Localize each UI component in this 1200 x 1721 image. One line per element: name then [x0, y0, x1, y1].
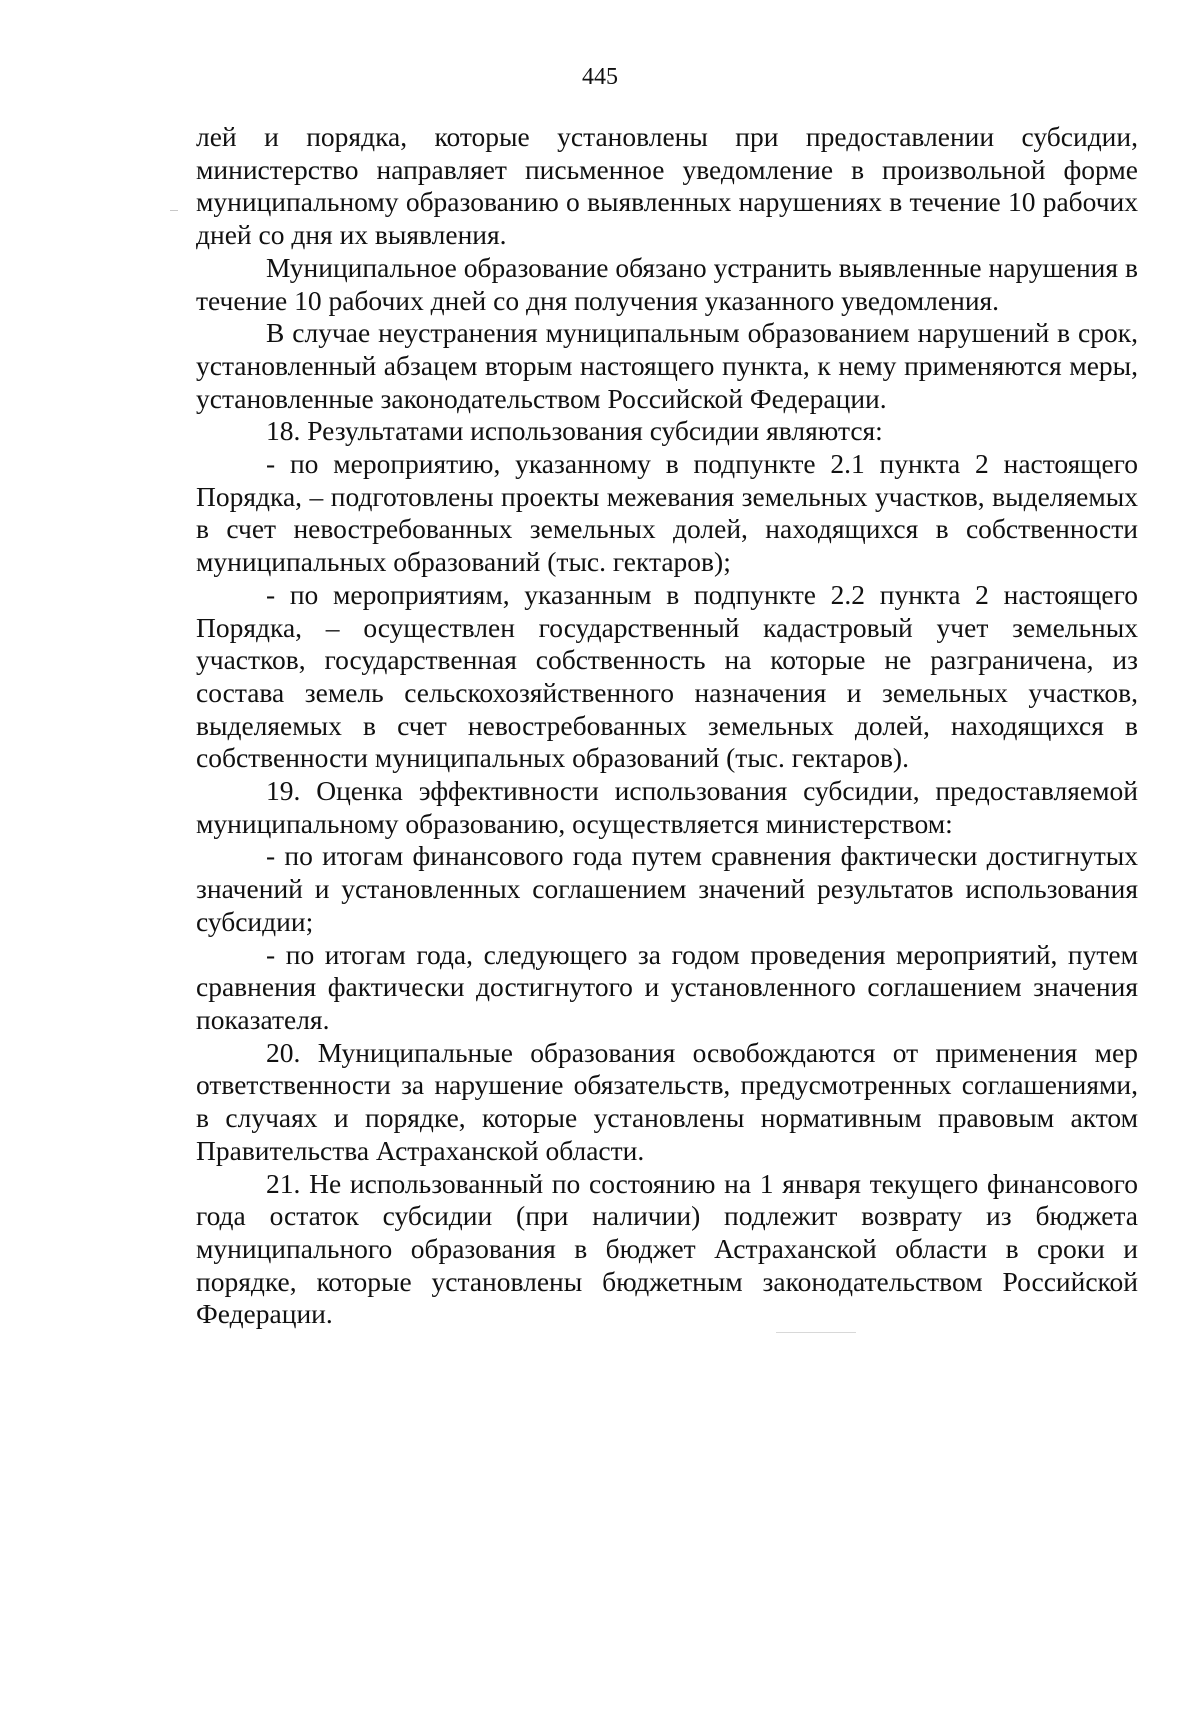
paragraph-item-18: 18. Результатами использования субсидии являются: [266, 415, 883, 447]
paragraph-obligation: Муниципальное образование обязано устранить выявленные нарушения в течение 10 рабочих дней со дня получения указанного уведомления. [196, 251, 1138, 316]
paragraph-item-20: 20. Муниципальные образования освобождаются от применения мер ответственности за нарушение обязательств, предусмотренных соглашениями, в случаях и порядке, которые установлены нормативным правовым актом Правительства Астраханской области. [196, 1036, 1138, 1166]
paragraph-continuation: лей и порядка, которые установлены при предоставлении субсидии, министерство направляет письменное уведомление в произвольной форме муниципальному образованию о выявленных нарушениях в течение 10 рабочих дней со дня их выявления. [196, 121, 1138, 251]
paragraph-item-19-subitem-2: - по итогам года, следующего за годом проведения мероприятий, путем сравнения фактически достигнутого и установленного соглашением значения показателя. [196, 938, 1138, 1035]
paragraph-item-19: 19. Оценка эффективности использования субсидии, предоставляемой муниципальному образованию, осуществляется министерством: [196, 775, 1138, 839]
scan-margin-mark [170, 210, 178, 211]
paragraph-item-18-subitem-1: - по мероприятию, указанному в подпункте 2.1 пункта 2 настоящего Порядка, – подготовлены проекты межевания земельных участков, выделяемых в счет невостребованных земельных долей, находящихся в собственности муниципальных образований (тыс. гектаров); [196, 448, 1138, 578]
scan-artifact-line [776, 1332, 856, 1333]
paragraph-item-18-subitem-2: - по мероприятиям, указанным в подпункте 2.2 пункта 2 настоящего Порядка, – осуществлен государственный кадастровый учет земельных участков, государственная собственность на которые не разграничена, из состава земель сельскохозяйственного назначения и земельных участков, выделяемых в счет невостребованных земельных долей, находящихся в собственности муниципальных образований (тыс. гектаров). [196, 578, 1138, 774]
document-body [196, 121, 1138, 1331]
page-number: 445 [582, 64, 618, 90]
paragraph-non-compliance: В случае неустранения муниципальным образованием нарушений в срок, установленный абзацем вторым настоящего пункта, к нему применяются меры, установленные законодательством Российской Федерации. [196, 317, 1138, 414]
paragraph-item-21: 21. Не использованный по состоянию на 1 января текущего финансового года остаток субсидии (при наличии) подлежит возврату из бюджета муниципального образования в бюджет Астраханской области в сроки и порядке, которые установлены бюджетным законодательством Российской Федерации. [196, 1167, 1138, 1330]
paragraph-item-19-subitem-1: - по итогам финансового года путем сравнения фактически достигнутых значений и установленных соглашением значений результатов использования субсидии; [196, 840, 1138, 937]
